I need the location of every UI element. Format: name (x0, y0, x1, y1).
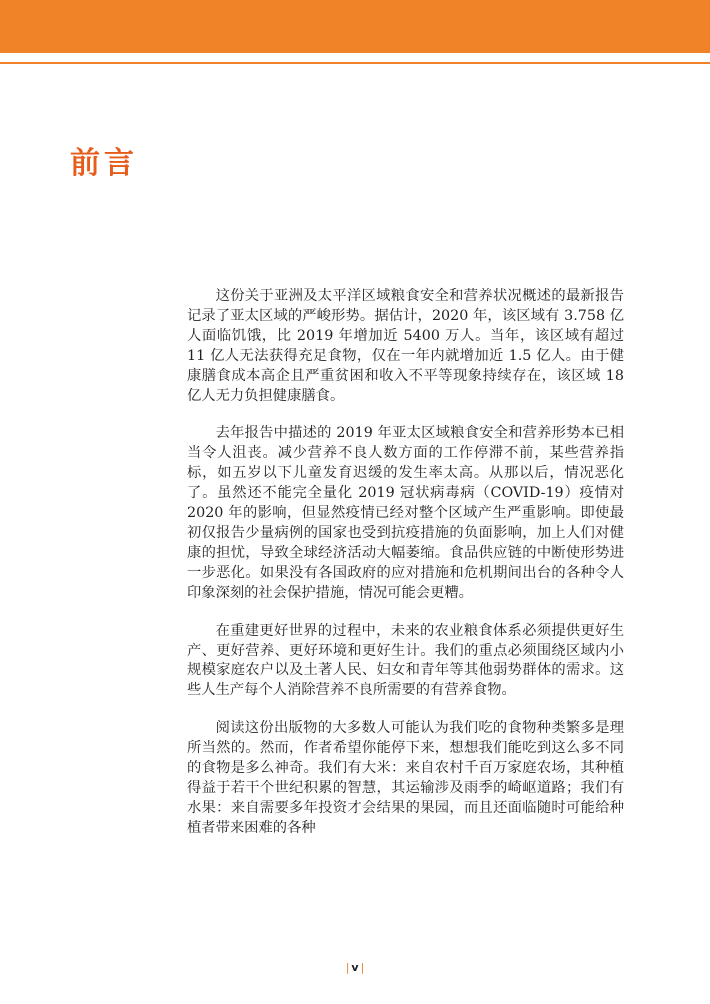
page-number-value: v (351, 961, 359, 974)
paragraph: 去年报告中描述的 2019 年亚太区域粮食安全和营养形势本已相当令人沮丧。减少营养不良人数方面的工作停滞不前，某些营养指标，如五岁以下儿童发育迟缓的发生率太高。从那以后，情况恶化了。虽然还不能完全量化 2019 冠状病毒病（COVID-19）疫情对 2020 年的影响，但显然疫情已经对整个区域产生严重影响。即使最初仅报告少量病例的国家也受到抗疫措施的负面影响，加上人们对健康的担忧，导致全球经济活动大幅萎缩。食品供应链的中断使形势进一步恶化。如果没有各国政府的应对措施和危机期间出台的各种令人印象深刻的社会保护措施，情况可能会更糟。 (187, 425, 624, 601)
header-rule (0, 62, 710, 64)
paragraph: 这份关于亚洲及太平洋区域粮食安全和营养状况概述的最新报告记录了亚太区域的严峻形势。据估计，2020 年，该区域有 3.758 亿人面临饥饿，比 2019 年增加近 5400 万人。当年，该区域有超过 11 亿人无法获得充足食物，仅在一年内就增加近 1.5 亿人。由于健康膳食成本高企且严重贫困和收入不平等现象持续存在，该区域 18 亿人无力负担健康膳食。 (187, 288, 624, 404)
page-number (0, 961, 710, 974)
page-number-bar-left: | (345, 961, 350, 974)
page-number-bar-right: | (360, 961, 365, 974)
paragraph: 阅读这份出版物的大多数人可能认为我们吃的食物种类繁多是理所当然的。然而，作者希望你能停下来，想想我们能吃到这么多不同的食物是多么神奇。我们有大米：来自农村千百万家庭农场，其种植得益于若干个世纪积累的智慧，其运输涉及雨季的崎岖道路；我们有水果：来自需要多年投资才会结果的果园，而且还面临随时可能给种植者带来困难的各种 (187, 720, 624, 836)
header-band (0, 0, 710, 53)
paragraph: 在重建更好世界的过程中，未来的农业粮食体系必须提供更好生产、更好营养、更好环境和更好生计。我们的重点必须围绕区域内小规模家庭农户以及土著人民、妇女和青年等其他弱势群体的需求。这些人生产每个人消除营养不良所需要的有营养食物。 (187, 622, 624, 699)
body-text (187, 287, 624, 857)
page-title: 前言 (70, 146, 138, 181)
